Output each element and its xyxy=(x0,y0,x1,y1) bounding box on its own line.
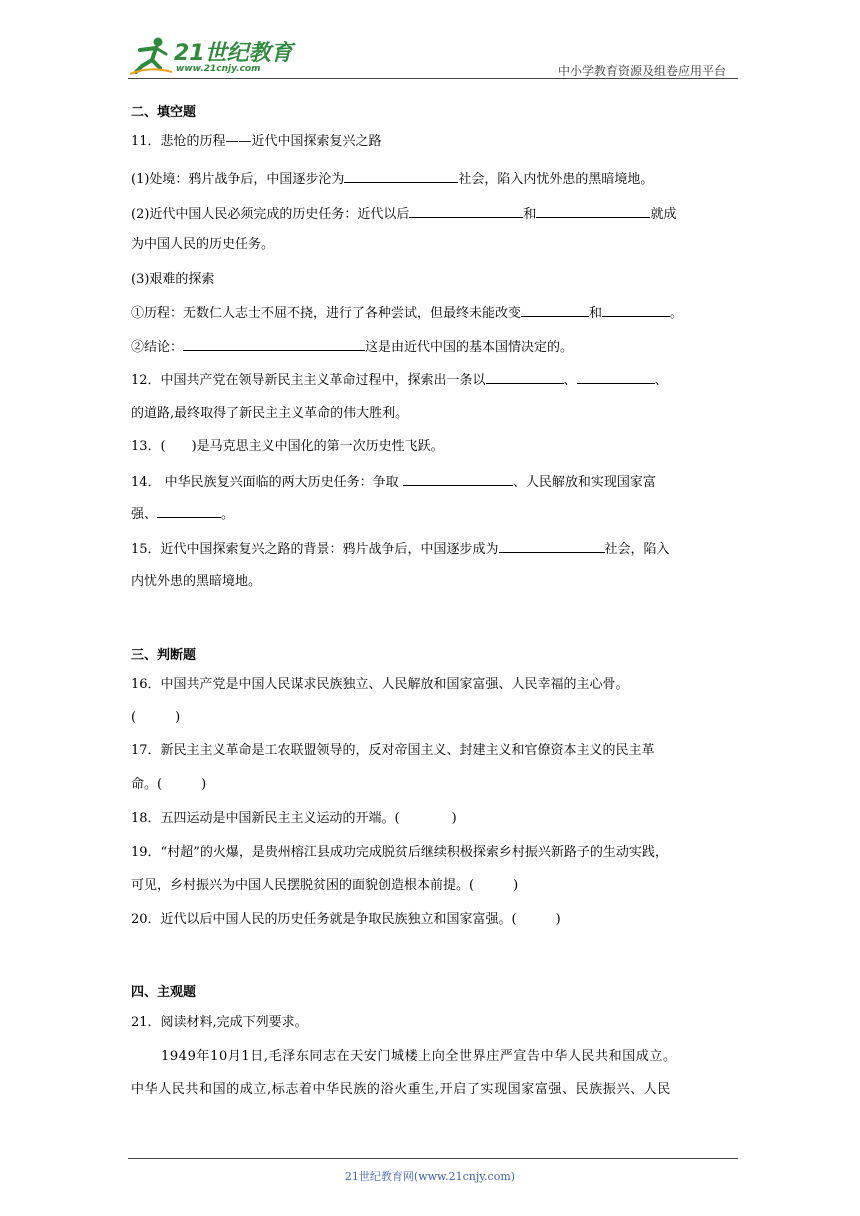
section-heading-true-false: 三、判断题 xyxy=(131,648,197,663)
question-11-part-2 xyxy=(131,205,676,224)
answer-blank[interactable] xyxy=(409,205,523,218)
question-15-cont: 内忧外患的黑暗境地。 xyxy=(131,574,262,589)
question-16: 16．中国共产党是中国人民谋求民族独立、人民解放和国家富强、人民幸福的主心骨。 xyxy=(131,677,629,692)
logo-url: www.21cnjy.com xyxy=(176,64,261,74)
header-divider xyxy=(128,78,738,79)
question-19-cont: 可见，乡村振兴为中国人民摆脱贫困的面貌创造根本前提。( ) xyxy=(131,878,519,893)
question-14-cont xyxy=(131,505,234,524)
question-20: 20．近代以后中国人民的历史任务就是争取民族独立和国家富强。( ) xyxy=(131,912,561,927)
answer-blank[interactable] xyxy=(344,170,458,183)
question-21: 21．阅读材料,完成下列要求。 xyxy=(131,1015,308,1030)
question-19: 19．“村超”的火爆，是贵州榕江县成功完成脱贫后继续积极探索乡村振兴新路子的生动实践， xyxy=(131,845,668,860)
q11-p1-text-b: 社会，陷入内忧外患的黑暗境地。 xyxy=(458,172,654,187)
answer-blank[interactable] xyxy=(403,473,513,486)
question-11-part-1 xyxy=(131,170,653,189)
q14-text-b: 、人民解放和实现国家富 xyxy=(512,475,656,490)
question-13: 13．( )是马克思主义中国化的第一次历史性飞跃。 xyxy=(131,439,444,454)
q14-text-a: 14． 中华民族复兴面临的两大历史任务：争取 xyxy=(131,475,403,490)
question-12 xyxy=(131,371,668,390)
q15-text-a: 15．近代中国探索复兴之路的背景：鸦片战争后，中国逐步成为 xyxy=(131,542,499,557)
footer-link[interactable]: 21世纪教育网(www.21cnjy.com) xyxy=(344,1170,516,1183)
section-heading-fill-blank: 二、填空题 xyxy=(131,105,197,120)
question-11-title: 11．悲怆的历程——近代中国探索复兴之路 xyxy=(131,134,382,149)
answer-blank[interactable] xyxy=(521,304,589,317)
q14-text-d: 。 xyxy=(221,507,235,522)
material-paragraph-line-2: 中华人民共和国的成立,标志着中华民族的浴火重生,开启了实现国家富强、民族振兴、人民 xyxy=(131,1082,671,1097)
material-paragraph-line-1: 1949年10月1日,毛泽东同志在天安门城楼上向全世界庄严宣告中华人民共和国成立。 xyxy=(161,1049,677,1064)
q12-text-c: 、 xyxy=(654,373,668,388)
answer-blank[interactable] xyxy=(499,540,605,553)
question-18: 18．五四运动是中国新民主主义运动的开端。( ) xyxy=(131,811,457,826)
answer-blank[interactable] xyxy=(486,371,564,384)
q12-text-a: 12．中国共产党在领导新民主主义革命过程中，探索出一条以 xyxy=(131,373,486,388)
question-16-answer: ( ) xyxy=(131,710,181,725)
q11-p4b-text: 这是由近代中国的基本国情决定的。 xyxy=(365,340,574,355)
question-11-part-2-cont: 为中国人民的历史任务。 xyxy=(131,237,275,252)
q11-p3b-text: 和 xyxy=(589,306,603,321)
runner-icon xyxy=(130,36,172,76)
q11-p3a-text: ①历程：无数仁人志士不屈不挠，进行了各种尝试，但最终未能改变 xyxy=(131,306,522,321)
question-15 xyxy=(131,540,670,559)
question-11-part-3b xyxy=(131,338,573,357)
q11-p2-text-c: 就成 xyxy=(650,207,677,222)
answer-blank[interactable] xyxy=(577,371,655,384)
question-17: 17．新民主主义革命是工农联盟领导的，反对帝国主义、封建主义和官僚资本主义的民主革 xyxy=(131,743,655,758)
answer-blank[interactable] xyxy=(602,304,670,317)
footer-divider xyxy=(128,1158,738,1159)
platform-name: 中小学教育资源及组卷应用平台 xyxy=(557,64,726,78)
question-11-part-3: (3)艰难的探索 xyxy=(131,272,215,287)
q11-p4a-text: ②结论： xyxy=(131,340,184,355)
question-11-part-3a xyxy=(131,304,683,323)
q11-p2-text-a: (2)近代中国人民必须完成的历史任务：近代以后 xyxy=(131,207,410,222)
q11-p1-text-a: (1)处境：鸦片战争后，中国逐步沦为 xyxy=(131,172,345,187)
q11-p3c-text: 。 xyxy=(670,306,684,321)
logo-wordmark: 21世纪教育 xyxy=(174,41,293,66)
answer-blank[interactable] xyxy=(157,505,221,518)
question-12-cont: 的道路,最终取得了新民主主义革命的伟大胜利。 xyxy=(131,406,409,421)
q14-text-c: 强、 xyxy=(131,507,158,522)
page-header xyxy=(128,30,738,78)
site-logo[interactable] xyxy=(128,34,298,78)
question-14 xyxy=(131,473,656,492)
answer-blank[interactable] xyxy=(536,205,650,218)
question-17-cont: 命。( ) xyxy=(131,777,207,792)
q11-p2-text-b: 和 xyxy=(523,207,537,222)
q15-text-b: 社会，陷入 xyxy=(604,542,670,557)
section-heading-subjective: 四、主观题 xyxy=(131,985,197,1000)
q12-text-b: 、 xyxy=(563,373,577,388)
answer-blank[interactable] xyxy=(183,338,365,351)
